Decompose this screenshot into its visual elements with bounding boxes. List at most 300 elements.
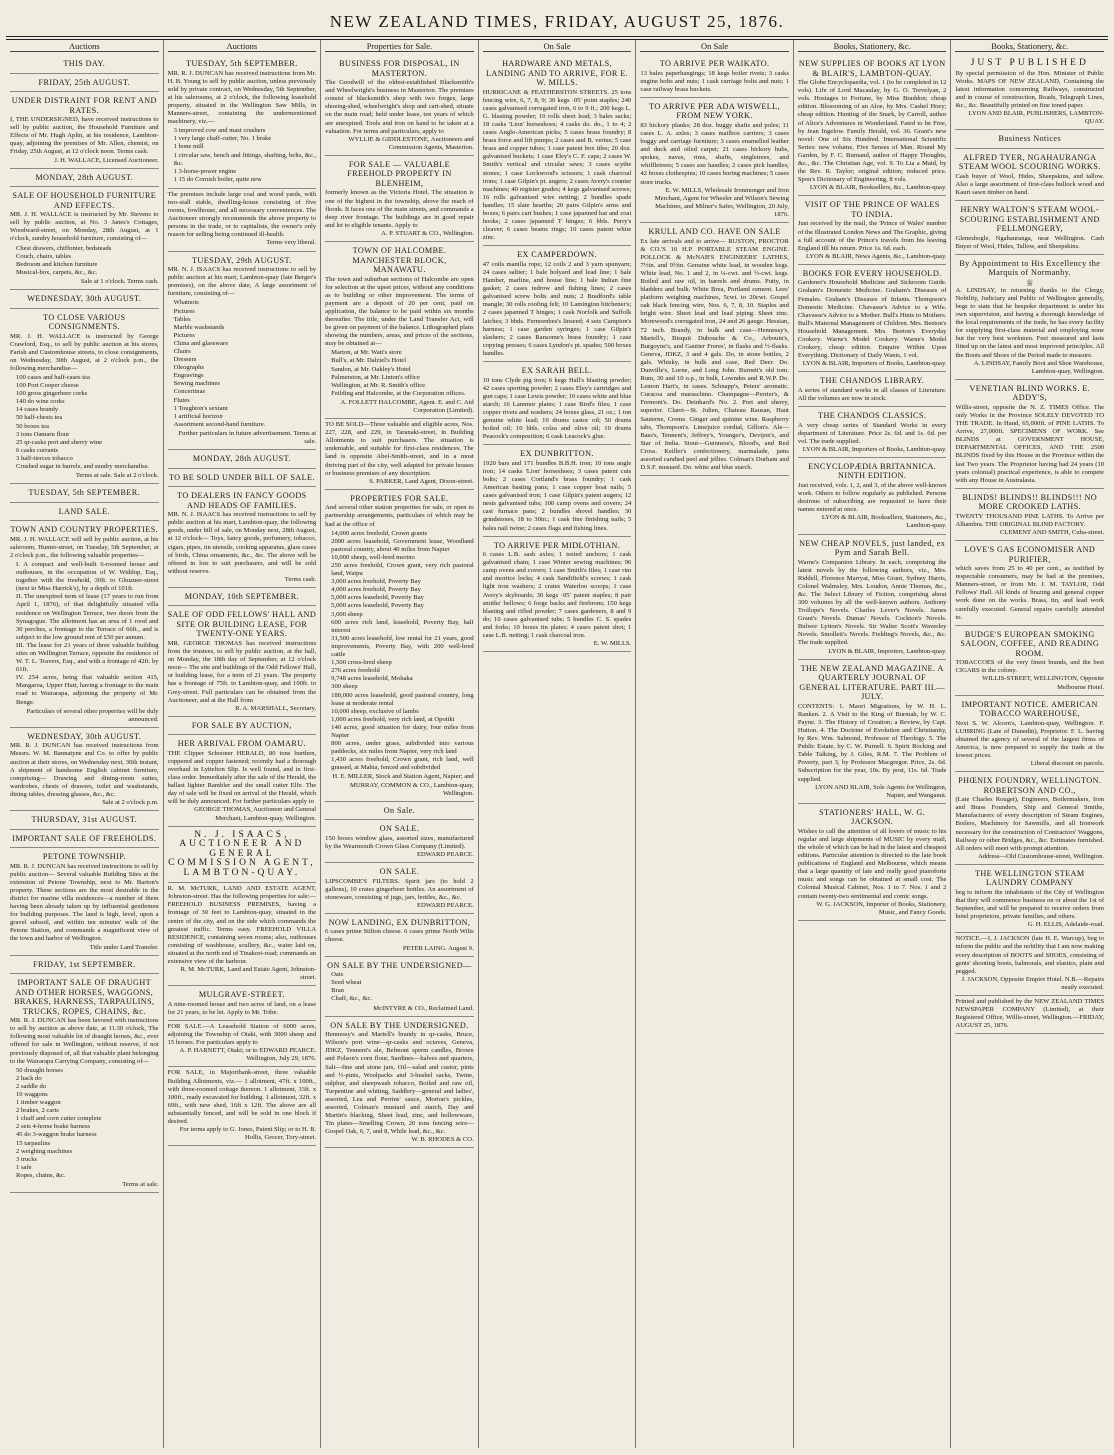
list-item: Bull's, at Mr. Dalziel's Hotel [331,357,407,365]
list-item: 800 acres, under grass, subdivided into various paddocks, six miles from Napier, very rich land [331,740,474,756]
list-item: IV. 254 acres, being that valuable section 415, Mangaroa, Upper Hutt, having a frontage to the main road to Wairarapa, adjoining the property of Mr. Benge. [16,674,159,706]
list-item: 180,000 acres leasehold, good pastoral country, long lease at moderate rental [331,691,474,707]
ad-signature: A. P. STUART & CO., Wellington. [381,229,474,237]
list-item: 3 tons Oamaru flour [16,430,70,438]
ad-heading: FRIDAY, 25th AUGUST. [38,77,131,87]
ad-signature: R. A. MARSHALL, Secretary. [235,704,317,712]
list-item: 10,000 sheep, well-bred merino [331,553,415,561]
ad-item-list [174,299,317,429]
ad-heading: FOR SALE — VALUABLE FREEHOLD PROPERTY IN BLENHEIM, [347,159,452,188]
advertisement [640,223,789,476]
ad-body: 150 boxes window glass, assorted sizes, manufactured by the Wearmouth Crown Glass Company (Limited). [325,834,474,850]
ad-heading: HER ARRIVAL FROM OAMARU. [177,739,307,749]
list-item: 1 bone mill [173,143,204,151]
column-header: On Sale [483,40,632,52]
ad-heading: TOWN OF HALCOMBE. MANCHESTER BLOCK, MANAWATU. [352,246,447,274]
ad-signature: LYON & BLAIR, News Agents, &c., Lambton-quay. [805,252,947,260]
ad-heading: Business Notices [998,134,1062,144]
ad-heading: EX DUNBRITTON. [520,449,594,459]
advertisement [168,827,317,884]
list-item: 5,000 acres leasehold, Poverty Bay [331,594,424,602]
advertisement [798,265,947,373]
list-item: Bedroom and kitchen furniture [16,260,98,268]
ad-heading: TUESDAY, 5th SEPTEMBER. [28,488,141,498]
ad-body: Hennessy's and Martell's brandy in qr-casks, Bruce, Wilson's port wine—qr-casks and octaves, Geneva, JDKZ, Tennent's ale, Belmont sperm candles, Brown and Polson's corn flour, Sardines—halves and quarters, Salt—fine and stone jars, Oil—salad and castor, pints and ½-pints, Woolpacks and 3-bushel sacks, Twine, sulphur, and sheepwash tobacco, Boiled and raw oil, Turpentine and whiting, Saddlery—general and ladies', assorted, Lea and Perrins' sauce, Morton's pickles, assorted, Colman's mustard and starch, Day and Martin's blacking, Sheet lead, zinc, and hollowware, Tin plates—Smelling Crown, 20 tons fencing wire—Gospel Oak, 6, 7, and 8, While lead, &c., &c. [325,1031,474,1136]
ad-heading: LAND SALE. [58,506,110,516]
ad-heading: EX SARAH BELL. [521,366,593,375]
advertisement [798,372,947,407]
advertisement [168,717,317,736]
list-item: Crushed sugar in barrels, and sundry merchandise. [16,463,150,470]
ad-body: 83 hickory planks; 28 doz. buggy shafts and poles; 11 cases L. A. axles; 3 cases mailbox carriers; 3 cases buggy and carriage furniture; 3 cases enamelled leather and duck and oiled carpet; 21 cases hickory hubs, spokes, naves, rims, shafts, singletrees, and whiffletrees; 5 cases axe handles; 2 cases pick handles; 42 boxes clothespins; 10 cases boring machines; 5 cases store trucks. [640,121,789,186]
list-item: 4,000 acres freehold, Poverty Bay [331,586,421,594]
advertisement [955,201,1104,255]
ad-body: The Goodwill of the oldest-established Blacksmith's and Wheelwright's business in Masterton. The premises consist of blacksmith's shop with two forges, large shoeing-shed, wheelwright's shop and cart-shed, situate on the main road; held under lease, ten years of which are unexpired. Tools and iron on hand to be taken at a valuation. For terms and particulars, apply to [325,79,474,135]
ad-signature: J. H. WALLACE, Licensed Auctioneer. [54,156,159,164]
list-item: 5,000 acres leasehold, Poverty Bay [331,602,424,610]
list-item: 50 draught horses [16,1066,63,1074]
ad-body: 6 cases L.B. sash axles; 1 tested anchors; 1 cask galvanised chain; 1 case Winter sewing machines; 96 camp ovens and covers; 1 case Smith's files; 1 case rim and mortice locks; 4 cask Sandifield's screws; 1 cask light iron washers; 2 crates Waterloo scoops; 1 case Avery's skyboards; 30 kegs ·05' patent staples; 8 pair smiths' bellows; 6 forge backs and firebrons; 150 kegs blasting and rifled powder; 7 cases gardeners, 8 and 9 do; 10 cases galvanised tubs; 5 bundles C. S. spades and forks; 10 boxes tin plates; 4 cases patent shot; 1 case L.B. netting; 1 cask charcoal iron. [482,551,632,640]
ad-body: By special permission of the Hon. Minister of Public Works. MAPS OF NEW ZEALAND, Containing the latest information concerning Railways, constructed and in course of construction, Roads, Telegraph Lines, &c., &c. Beautifully printed on fine toned paper. [955,69,1105,109]
list-item: 100 gross gingerbeer corks [16,390,88,398]
list-item: 1 artificial horizon [173,412,223,420]
ad-heading: IMPORTANT SALE OF DRAUGHT AND OTHER HORSES, WAGGONS, BRAKES, HARNESS, TARPAULINS, TRUCKS, ROPES, CHAINS, &c. [14,978,155,1016]
ad-signature: S. PARKER, Land Agent, Dixon-street. [369,477,474,485]
list-item: 1 circular saw, bench and fittings, shafting, belts, &c., &c. [173,151,317,167]
ad-body: FOR SALE, in Majoribank-street, three valuable Building Allotments, viz.— 1 allotment, 47ft. x 100ft., with three-roomed cottage thereon. 1 allotment, 33ft. x 100ft., ready excavated for building. 1 allotment, 32ft. x 69ft., with new shed, 16ft x 12ft. The above are all substantially fenced, and will be sold in one block if desired. [167,1069,317,1125]
ad-heading: ON SALE. [379,867,420,876]
ad-body: A series of standard works in all classes of Literature. All the volumes are now in stock. [797,386,947,402]
advertisement [10,811,159,830]
advertisement [168,883,317,986]
ad-item-list [16,245,159,277]
advertisement [955,55,1104,130]
list-item: 276 acres freehold [331,667,380,675]
ad-body: which saves from 25 to 40 per cent., as testified by respectable consumers, may be had at the premises, Manners-street, or from Mr. J. M. TAYLOR, Odd Fellows' Hall. All kinds of brazing and general copper work done on the works. Brass, tin, and lead work carefully executed. General repairs carefully attended to. [955,565,1105,621]
ad-body: MR. J. H. WALLACE will sell by public auction, at his saleroom, Hunter-street, on Tuesday, 5th September, at 2 o'clock p.m., the following valuable properties— [10,535,159,559]
ad-signature: PETER LAING. August 9. [402,944,474,952]
advertisement [325,242,474,419]
list-item: Flutes [173,396,190,404]
column-1 [6,40,164,1448]
ad-body: MR. J. H. WALLACE is instructed by Mr. Stevens to sell by public auction, at No. 3 Janes's Cottages, Woodward-street, on Monday, 28th August, at 1 o'clock, sundry household furniture, consisting of— [10,211,159,243]
advertisement [325,419,474,490]
advertisement [955,772,1104,865]
advertisement [168,189,317,252]
ad-signature: LYON & BLAIR, Importers, Lambton-quay. [828,647,947,655]
ad-heading: IMPORTANT NOTICE. AMERICAN TOBACCO WAREHOUSE, [961,699,1098,719]
ad-signature: Liberal discount on parcels. [1030,760,1105,768]
list-item: Dressers [173,356,197,364]
list-item: 3,000 sheep [331,610,363,618]
ad-body: Gardener's Household Medicine and Sickroom Guide. Graham's Domestic Medicine. Graham's Diseases of Females. Graham's Diseases of Infants. Thompson's Domestic Medicine. Chavasse's Advice to a Wife. Chavasse's Advice to a Mother. Bull's Hints to Mothers. Bull's Maternal Management of Children. Mrs. Beeton's Household Management. Mrs. Beeton's Everyday Cookery. Warne's Model Cookery. Warne's Model Cookery, cheap edition. Enquire Within Upon Everything. Dictionary of Daily Wants, 1 vol. [797,279,947,360]
ad-signature: WILLIS-STREET, WELLINGTON, Opposite Melbourne Hotel. [982,675,1105,691]
list-item: 9,748 acres leasehold, Mohaka [331,675,413,683]
advertisement [168,450,317,469]
advertisement [798,458,947,535]
list-item: 1 safe [16,1163,32,1171]
ad-signature: EDWARD PEARCE. [416,850,474,858]
list-item: 1 15 do Cornish boiler, quite new [173,175,262,183]
ad-item-list [16,1067,159,1180]
ad-heading: BOOKS FOR EVERY HOUSEHOLD. [802,268,942,278]
ad-body: LIPSCOMBE'S FILTERS. Spirit jars (to hold 2 gallons), 10 crates gingerbeer bottles. An assortment of stoneware, consisting of jugs, jars, bottles, &c., &c. [325,877,474,901]
list-item: 2 weighing machines [16,1147,73,1155]
ad-signature: LYON & BLAIR, Importers of Books, Lambton-quay. [802,445,947,453]
list-item: 2 brakes, 2 carts [16,1107,59,1115]
ad-body: MR. N. J. ISAACS has received instructions to sell by public auction at his mart, Lambton-quay, the following goods, under bill of sale, on Monday next, 28th August, at 12 o'clock— Toys, fancy goods, perfumery, tobacco, cigars, pipes, tin utensils, cooking apparatus, glass cases of birds, China ornaments, &c., &c. The above will be offered in lots to suit purchasers, and will be sold without reserve. [167,511,317,575]
ad-signature: EDWARD PEARCE. [416,901,474,909]
advertisement [955,541,1104,626]
list-item: Marton, at Mr. Watt's store [331,349,402,357]
list-item: 2 sets 4-horse brake harness [16,1123,90,1131]
ad-body: MR. R. J. DUNCAN has received instructions from Messrs. W. M. Bannatyne and Co. to offer by public auction at their stores, on Wednesday next, 30th instant, A shipment of handsome English cabinet furniture, comprising— Drawing and dining-room suites, wardrobes, chests of drawers, toilet and washstands, dining tables, dressing glasses, &c., &c. [10,742,159,798]
advertisement [10,484,159,503]
ad-signature: LYON AND BLAIR, Sole Agents for Wellington, Napier, and Wanganui. [815,783,947,799]
ad-body: Ex late arrivals and to arrive— RUSTON, PROCTOR & CO.'S 10 H.P. PORTABLE STEAM ENGINE. POLLOCK & McNAB'S ENGINEERS' LATHES, 7½in. and 9½in. Genuine white lead, in wooden kegs. White lead, No. 1 and 2, in ¼-cwt. and ½-cwt. kegs. Boiled and raw oil, in barrels and drums. Putty, in bladders and bulk. White Brea, Portland cement. Lees' platform weighing machines, 5cwt. to 20cwt. Gospel oak black fencing wire, Nos. 6, 7, 8, 10. Staples and bright wire. Sheet lead and lead piping. Sheet zinc. Morewood's corrugated iron, 24 and 26 gauge. Hessian, 72 inch. Brandy, in bulk and case—Hennessy's, Martell's, Bisquit Dubouche & Co., Arbouin's, Burgoyne's, and Gautier Freres', in flasks and ½-flasks. Geneva, JDKZ, 3 and 4 gals. Do, in stone bottles, 2 gals. Whisky, in bulk and case, Red Deer. Do. Dunville's, Lorne, and Long John. Burnett's old tom. Rum, 30 and 10 o.p., in bulk, Lowndes and R.W.P. Do. Lemon Hart's, in cases. Schnapp's, Peters' aromatic. Curacoa and maraschino. Champagne—Perrier's, & Fremont's. Do. Deinhard's No. 2. Port and sherry, superior. Claret—St. Julien, Chateau Rausan, Haut Sauterne, Creme. Ginger and quinine wine. Raspberry tabs, Thompson's. Limejuice cordial, Gillon's. Ale—Bass's, Tennent's, Jeffrey's, Younger's, Devijon's, and Star of India. Stout—Guinness's, Blood's, and Red Cross. Keiller's confectionery, marmalade, jams assorted candied peel and jellies. Colman's Durham and D.S.F. mustard. Do. white and blue starch. [640,237,789,472]
list-item: Sewing machines [173,380,220,388]
column-header: Books, Stationery, &c. [798,40,947,52]
ad-signature: CLEMENT AND SMITH, Cuba-street. [999,528,1105,536]
ad-body: HURRICANE & FEATHERSTON STREETS. 25 tons fencing wire, 6, 7, 8, 9; 30 kegs ·05' point staples; 240 cases galvanised corrugated iron, 6 to 9 ft.; 200 kegs L. G. blasting powder; 10 rolls sheet lead; 3 bales sacks; 18 casks 'Lion' horseshoes; 4 casks do. do., 1 to 4; 2 cases Anglo-American picks; 5 cases brass foundry; 8 brass force and lift pumps; 2 cases and B. vertus; 5 case brass and copper tubes; 1 case patent box tiles; 20 doz. galvanised buckets; 1 case Eley's C. F. caps; 2 cases W. Smith's vertical and circular saws; 3 cases scythe stones; 1 case Lockwood's scissors; 1 cask charcoal irons; 1 case Gilpin's pt. augers; 2 cases Avery's counter machines; 40 register grades; 4 kegs galvanised screws; 16 rolls galvanised wire netting; 2 bundles spade handles; 15 slate hearths; 20 pairs Gilpin's arms and boxes; 6 pairs cart bushes; 1 case japanned hat and coat hooks; 2 cases japanned T hinges; 6 bbls. Perry's cleaver; 6 cases beams rings; 10 cases patent white zinc. [482,88,632,242]
ad-item-list [331,349,474,398]
ad-heading: PROPERTIES FOR SALE. [350,493,449,503]
list-item: 45 do 3-waggon brake harness [16,1131,97,1139]
ad-signature: Address—Old Customhouse-street, Wellington. [977,852,1105,860]
advertisement [10,290,159,309]
ad-body: CONTENTS: 1. Maori Migrations, by W. H. L. Ranken. 2. A Visit to the King of Burmah, by W. C. Payne. 3. The History of Creation; a Review, by Capt. Hutton. 4. The Doctrine of Evolution and Christianity, by Rev. Wm. Salmond, Professor of Theology. 5. The Public Estate, by C. W. Purnell. 6. Spirit Rocking and Table Talking, by J. Giles, R.M. 7. The Problem of Poverty, part 3, by Professor Macgregor. Price, 2s. 6d. Subscription for the year, 10s. By post, 11s. 6d. Trade supplied. [797,702,947,783]
ad-signature: LYON & BLAIR, Booksellers, &c., Lambton-quay. [809,184,947,192]
ad-signature: R. M. McTURK, Land and Estate Agent, Johnston-street. [180,966,317,982]
list-item: 1,500 cross-bred sheep [331,659,392,667]
ad-signature: E. W. MILLS. [593,640,632,648]
list-item: 1 very large chaff-cutter, No. 1 brake [173,135,272,143]
ad-heading: FOR SALE BY AUCTION, [191,720,292,730]
ad-heading: VISIT OF THE PRINCE OF WALES TO INDIA. [804,200,940,219]
ad-heading: THE CHANDOS CLASSICS. [818,411,927,421]
list-item: Engravings [173,372,204,380]
ad-heading: MULGRAVE-STREET. [198,990,285,1000]
advertisement [168,606,317,716]
advertisement [10,187,159,290]
ad-heading: UNDER DISTRAINT FOR RENT AND RATES. [11,96,157,115]
list-item: Chest drawers, chiffonier, bedsteads [16,244,112,252]
ad-body: MR. N. J. ISAACS has received instructions to sell by public auction at his mart, Lambton-quay (late Berger's premises), on the above date, A large assortment of furniture, consisting of— [167,266,317,298]
ad-signature: WYLLIE & GIDDLESTONE, Auctioneers and Commission Agents, Masterton. [348,135,474,151]
column-header: Auctions [168,40,317,52]
ad-body: formerly known as the Victoria Hotel. The situation is one of the highest in the township, above the reach of floods. It faces one of the main streets, and commands a deep river frontage. The buildings are in good repair and let to eligible tenants. Apply to [325,189,474,229]
column-header: Books, Stationery, &c. [955,40,1104,52]
ad-signature: Further particulars in future advertisement. Terms at sale. [178,429,317,446]
ad-signature: W. B. RHODES & CO. [411,1136,474,1144]
column-header: Auctions [10,40,159,52]
ad-signature: GEORGE THOMAS, Auctioneer and General Merchant, Lambton-quay, Wellington. [194,806,317,822]
ad-signature: Particulars of several other properties will be duly announced. [26,707,159,723]
column-5 [636,40,794,1448]
list-item: 14,000 acres freehold, Crown grants [331,529,428,537]
list-item: 50 half-chests tea [16,414,63,422]
ad-signature: Terms very liberal. [266,239,317,247]
advertisement [10,830,159,849]
ad-heading: VENETIAN BLIND WORKS. E. ADDY'S, [969,383,1091,403]
ad-body: NOTICE.—I, J. JACKSON (late H. E. Warcup), beg to inform the public and the nobility that I am now making every description of BOOTS and SHOES, consisting of gents' shooting boots, balmorals, and elastics, plain and pegged. [955,935,1105,975]
ad-body: MR. GEORGE THOMAS has received instructions from the trustees, to sell by public auction, at the hall, on Monday, the 18th day of September, at 12 o'clock noon— The site and buildings of the Odd Fellows' Hall, or building lease, for a term of 21 years. The property has a frontage of 75ft. to Lambton-quay, and 100ft. to Grey-street. Full particulars can be obtained from the Auctioneer, and at the Hall from [167,639,317,704]
ad-heading: BLINDS! BLINDS!! BLINDS!!! NO MORE CROOKED LATHS. [962,492,1098,512]
list-item: 15 tarpaulins [16,1139,51,1147]
ad-heading: FRIDAY, 1st SEPTEMBER. [33,959,136,969]
advertisement [483,246,632,362]
advertisement [955,149,1104,201]
list-item: 3 half-tierces tobacco [16,454,73,462]
ad-body: And several other station properties for sale, or open to partnership arrangements, particulars of which may be had at the office of [325,504,474,528]
list-item: Concertinas [173,388,206,396]
ad-item-list [16,561,159,707]
list-item: II. The unexpired term of lease (17 years to run from April 1, 1876), of that delightfully situated villa residence on Wellington Terrace, two doors from the Synagogue. The allotment has an area of 1 rood and 30 perches, a frontage to the Terrace of 66ft., and is subject to the low ground rent of £50 per annum. [16,593,159,641]
advertisement [10,503,159,522]
ad-heading: PHŒNIX FOUNDRY, WELLINGTON. ROBERTSON AND CO., [958,776,1102,795]
ad-body: The premises include large coal and wood yards, with two-stall stable, dwelling-house consisting of five rooms, fowlhouse, and all necessary conveniences. The Auctioneer strongly recommends the above property to persons in the trade, or to capitalists, the owner's only reason for selling being continued ill-health. [167,190,317,239]
ad-heading: MONDAY, 28th AUGUST. [192,454,291,464]
column-3 [321,40,479,1448]
advertisement [10,521,159,728]
ad-heading: PETONE TOWNSHIP. [42,852,126,862]
ad-body: Wishes to call the attention of all lovers of music to his regular and large shipments of MUSIC by every mail, the whole of which can be had in the latest and cheapest editions. Particular attention is directed to the late book publications of England and Melbourne, which means that a large quantity of late and really good pianoforte music and songs can be obtained at small cost. The Colonial Musical Cabinet, Nos. 1 to 7. Nos. 1 and 2 contain twenty-two sentimental and comic songs. [797,827,947,900]
advertisement [798,407,947,458]
ad-heading: JUST PUBLISHED [970,58,1089,69]
advertisement [325,820,474,863]
column-header: Properties for Sale. [325,40,474,52]
royal-crest-icon: ♕ [1025,277,1034,288]
ad-heading: TOWN AND COUNTRY PROPERTIES. [10,525,159,535]
list-item: 600 acres rich land, leasehold, Poverty Bay, half interest [331,618,474,634]
ad-heading: BUDGE'S EUROPEAN SMOKING SALOON, COFFEE, AND READING ROOM. [960,629,1100,658]
list-item: Ropes, chains, &c. [16,1171,66,1179]
advertisement [955,130,1104,149]
ad-body: 6 cases prime Stilton cheese. 6 cases prime North Wilts cheese. [325,928,474,944]
list-item: Tables [173,315,191,323]
ad-heading: IMPORTANT SALE OF FREEHOLDS. [12,833,157,843]
advertisement [798,55,947,196]
list-item: Chaff, &c., &c. [331,995,373,1003]
ad-body: FOR SALE.—A Leasehold Station of 6000 acres, adjoining the Township of Otaki, with 3000 sheep and 15 horses. For particulars apply to [167,1022,317,1047]
ad-signature: Terms at sale. Sale at 2 o'clock. [75,472,159,480]
list-item: Oleographs [173,364,204,372]
column-header: On Sale [640,40,789,52]
advertisement [325,802,474,821]
column-4 [479,40,637,1448]
ad-body: Cash buyer of Wool, Hides, Sheepskins, and tallow. Also a large assortment of first-class bullock wood and Kauri sawn timber on hand. [955,172,1105,196]
ad-item-list [331,971,474,1003]
ad-body: I, THE UNDERSIGNED, have received instructions to sell by public auction, the Household Furniture and Effects of Mr. Hugh Aplin, at his residence, Lambton-quay, adjoining the premises of Mr. Allen, chemist, on Friday, 25th August, at 12 o'clock noon. Terms cash. [10,116,159,156]
list-item: 3 trucks [16,1155,38,1163]
list-item: 2000 acres leasehold, Government lease, Woodland pastoral country, about 40 miles from Napier [331,537,474,553]
advertisement [325,1017,474,1149]
ad-body: A. LINDSAY, in returning thanks to the Clergy, Nobility, Judiciary and Public of Wellington generally, begs to state that he bespoke department is under his own supervision, and having a thorough knowledge of the local requirements of the trade, he has every facility for supplying first-class material and employing none but the very best workmen. Feet measured and lasts fitted up on the latest and most improved principles. All the Boots and Shoes of the Period made to measure. [955,286,1105,359]
ad-heading: THURSDAY, 31st AUGUST. [31,815,138,825]
ad-heading: On Sale. [383,805,416,815]
ad-signature: Terms at sale. [122,1181,159,1188]
list-item: China and glassware [173,339,229,347]
ad-body: (Late Charles Rouget), Engineers, Boilermakers, Iron and Brass Founders, Ship and General Smiths, Manufacturers of every description of Steam Engines, Boilers, Machinery for Sawmills, and all Ironwork necessary for the construction of Contractors' Waggons, Railway or other Bridges, &c., &c. Estimates furnished. All orders will meet with prompt attention. [955,796,1105,852]
ad-body: TO BE SOLD—Three valuable and eligible acres, Nos. 227, 228, and 229, in Taranaki-street, in Building Allotments to suit purchasers. The situation is undeniable, and suitable for first-class residences. The land is opposite Abel-Smith-street, and in a most thriving part of the city, well adapted for private houses or business premises of any description. [325,421,474,477]
ad-signature: G. H. ELLIS, Adelaide-road. [1027,921,1105,929]
ad-heading: NOW LANDING, EX DUNBRITTON, [328,917,471,927]
list-item: 1 chaff and corn cutter complete [16,1115,102,1123]
advertisement [640,55,789,98]
ad-body: 47 coils manilla rope; 12 coils 2 and 3 yarn spunyarn; 24 cases saltier; 1 bale holyard and lead line; 1 bale Hamber, marline, and house line; 1 bale Indian fine gasket; 2 cases tedrow and fishing lines; 2 cases galvanised screw bolts and nuts; 2 Bradford's table mangle; 30 rolls roofing felt; 10 Lamington bitchener's; 2 cases japanned T hinges; 1 cask Norfolk and Suffolk latches; 3 bbds. Fernoenbes's linseed; 4 sets Campion's harness; 1 case garden syringes; 1 case Gilpin's slashers; 2 cases Ransome's brass foundry; 1 case copying presses; 6 cases Lyndon's pt. spades; 500 boxes handles. [482,260,632,357]
ad-heading: TO ARRIVE PER ADA WISWELL, FROM NEW YORK. [649,101,781,121]
advertisement [483,445,632,536]
advertisement [955,489,1104,541]
ad-signature: Sale at 2 o'clock p.m. [102,799,159,806]
advertisement [168,487,317,588]
ad-heading: THE CHANDOS LIBRARY. [820,376,925,386]
ad-body: 1920 bars and 171 bundles B.B.H. iron; 10 tons angle iron; 14 casks 'Lion' horseshoes; 3 cases patent cuts bolts; 2 cases Cortland's brass foundry; 1 cask American basting pans; 1 case copper boat nails; 5 cases galvanised iron; 1 case Gilpin's patent augers; 12 nests galvanised tubs; 100 camp ovens and covers; 24 cast furnace pans; 2 bundles shovel handles; 30 grindstones, 18 to 30in.; 1 cask fine finishing nails; 5 bales nail twine; 2 cases flags and fishing lines. [482,459,632,532]
ad-signature: Title under Land Transfer. [89,943,159,951]
advertisement [955,696,1104,773]
column-7 [951,40,1108,1448]
list-item: 100 Port Cooper cheese [16,382,79,390]
list-item: 1 Toughton's sextant [173,404,228,412]
ad-body: Just received by the mail, the 'Prince of Wales' number of the Illustrated London News and The Graphic, giving a full account of the Prince's travels from his leaving England till his return. Price 1s. 6d. each. [797,220,947,252]
ad-body: Warne's Companion Library. In each, comprising the latest novels by the following authors, viz., Mrs. Riddell, Florence Marryat, Miss Grant, Sydney Harris, Colonel Walmsley, Mrs. Loudon, Annie Thomas, &c., &c. The Select Library of Fiction, comprising about 300 volumes by all the well-known authors. Anthony Trollope's Novels. Charles Lever's Novels. James Grant's Novels. Dumas' Novels. Cockton's Novels. Bulwer Lytton's Novels. Sir Walter Scott's Waverley Novels. Smollett's Novels. Fielding's Novels, &c., &c. The trade supplied. [797,558,947,647]
list-item: Palmerston, at Mr. Linton's office [331,373,420,381]
advertisement [168,55,317,189]
ad-signature: McINTYRE & CO., Reclaimed Land. [373,1004,474,1012]
ad-heading: WEDNESDAY, 30th AUGUST. [27,731,142,741]
ad-body: R. M. McTURK, LAND AND ESTATE AGENT, Johnston-street. Has the following properties for sale:— FREEHOLD BUSINESS PREMISES, having a frontage of 30 feet to Lambton-quay, situated in the centre of the city, and on the side which commands the greatest traffic. Terms easy. FREEHOLD VILLA RESIDENCE, containing seven rooms; also, outhouses consisting of washhouse, scullery, &c., water laid on, situated at the north end of Tinakori-road; commands an extensive view of the harbour. [167,885,317,965]
ad-heading: THE WELLINGTON STEAM LAUNDRY COMPANY [974,868,1085,888]
advertisement [798,804,947,921]
ad-body: A very cheap series of Standard Works in every department of Literature. Price 2s. 6d. and 1s. 6d. per vol. The trade supplied. [797,421,947,445]
advertisement [483,537,632,653]
advertisement [10,169,159,188]
advertisement [798,660,947,804]
advertisement [168,252,317,451]
list-item: 31,500 acres leasehold, low rental for 21 years, good improvements, Poverty Bay, with 200 well-bred cattle [331,634,474,659]
list-item: 10,000 sheep, exclusive of lambs [331,707,419,715]
ad-body: TOBACCOES of the very finest brands, and the best CIGARS in the colony. [955,659,1105,675]
advertisement [10,728,159,811]
ad-signature: LYON AND BLAIR, PUBLISHERS, LAMBTON-QUAY. [968,110,1105,126]
list-item: 14 cases brandy [16,406,59,414]
list-item: 1,000 acres freehold, very rich land, at Opotiki [331,715,455,723]
ad-body: 10 tons Clyde pig iron; 6 kegs Hall's blasting powder; 42 cases sporting powder; 2 cases Eley's cartridges and gun caps; 1 case Lewis powder; 10 cases white and blue starch; 16 Lammor plates; 1 case Bird's files; 1 case copper rivets and washers; 24 boxes glass, 21 oz.; 1 ton genuine white lead; 10 drums castor oil; 50 drums boiled oil; 10 bbls. colza and olive oil; 10 drums Peacock's composition; 6 cask Leacock's glue. [482,376,632,441]
list-item: Feilding and Halcombe, at the Corporation offices. [331,389,466,397]
ad-body: MR. R. J. DUNCAN has been favored with instructions to sell by auction as above date, at 11.30 o'clock, The following most valuable lot of draught horses, &c., ever offered for sale in Wellington, without reserve, if not previously disposed of, all that valuable plant belonging to the Wairarapa Carrying Company, consisting of— [10,1017,159,1065]
advertisement [640,98,789,223]
ad-signature: Sale at 1 o'clock. Terms cash. [80,277,159,285]
advertisement [955,865,1104,933]
advertisement [325,957,474,1017]
ad-body: Just received, vols. 1, 2, and 3, of the above well-known work. Others to follow regularly as published. Persons desirous of subscribing are requested to have their names entered at once. [797,481,947,514]
advertisement [798,535,947,660]
ad-heading: TO DEALERS IN FANCY GOODS AND HEADS OF FAMILIES. [177,491,307,510]
ad-body: 13 bales paperhangings; 18 kegs boiler rivets; 3 casks engine bolts and nuts; 1 cask carriage bolts and nuts; 1 case railway brass buckets. [640,69,789,93]
ad-signature: A. LINDSAY, Family Boot and Shoe Warehouse, Lambton-quay, Wellington. [973,359,1105,375]
ad-signature: J. JACKSON, Opposite Empire Hotel. N.B.—Repairs neatly executed. [961,975,1105,991]
ad-body: THE Clipper Schooner HERALD, 80 tons burthen, coppered and copper fastened; recently had a thorough overhaul in Lyttelton Slip. Is well found, and in first-class order. Immediately after the sale of the Herald, the ballast lighter Rambler and the small cutter Elfe. The day of sale will be fixed on arrival of the Herald, which will be duly announced. For further particulars apply to [167,749,317,806]
advertisement [10,974,159,1193]
advertisement [10,92,159,169]
advertisement [10,956,159,975]
ad-body: MR. J. H. WALLACE is instructed by George Crawford, Esq., to sell by public auction at his stores, Farish and Customhouse streets, to close consignments, on Wednesday, 30th August, at 2 o'clock p.m., the following merchandise— [10,332,159,372]
list-item: 25 qr-casks port and sherry wine [16,438,103,446]
ad-heading: N. J. ISAACS, AUCTIONEER AND GENERAL COMMISSION AGENT, LAMBTON-QUAY. [168,829,316,878]
column-6 [794,40,952,1448]
list-item: III. The lease for 21 years of three valuable building sites on Wellington Terrace, opposite the residence of W. T. L. Travers, Esq., and with a frontage of 42ft. by 61ft. [16,641,159,674]
advertisement [168,1021,317,1067]
ad-body: Next S. W. Alcorn's, Lambton-quay, Wellington. F. LUHRING (Late of Dunedin), Proprietor. F. L. having obtained the agency of several of the largest firms of America, is now prepared to supply the trade at the lowest prices. [955,719,1105,759]
ad-heading: NEW CHEAP NOVELS, just landed, ex Pym and Sarah Bell. [799,538,946,558]
ad-heading: ON SALE BY THE UNDERSIGNED— [327,960,472,970]
ad-heading: SALE OF HOUSEHOLD FURNITURE AND EFFECTS. [12,191,157,210]
advertisement [325,490,474,802]
list-item: Sandon, at Mr. Oakley's Hotel [331,365,411,373]
list-item: 140 acres, good situation for dairy, four miles from Napier [331,723,474,739]
ad-item-list [174,127,317,184]
column-2 [164,40,322,1448]
advertisement [955,933,1104,996]
list-item: Pictures [173,307,195,315]
ad-body: The town and suburban sections of Halcombe are open for selection at the upset prices, without any conditions as to building or other improvement. The terms of payment are a deposit of 20 per cent, paid on application, the balance to be paid within six months thereafter. The title, under the Land Transfer Act, will be given on payment of the balance. Lithographed plans showing the numbers, areas, and prices of the sections, may be obtained at— [325,275,474,348]
ad-heading: TO ARRIVE PER MIDLOTHIAN. [493,540,621,550]
ad-heading: THIS DAY. [63,59,106,69]
list-item: Musical-box, carpets, &c., &c. [16,268,98,276]
ad-heading: SALE OF ODD FELLOWS' HALL AND SITE OR BUILDING LEASE, FOR TWENTY-ONE YEARS. [167,610,317,639]
list-item: 1 timber waggon [16,1099,61,1107]
list-item: 250 acres freehold, Crown grant, very rich pastoral land, Waipu [331,562,474,578]
ad-body: A nine-roomed house and two acres of land, on a lease for 21 years, to be let. Apply to Mr. Tribe. [167,1000,317,1016]
list-item: Wellington, at Mr. R. Smith's office [331,381,426,389]
ad-heading: KRULL AND CO. HAVE ON SALE [648,227,781,236]
ad-heading: TUESDAY, 5th SEPTEMBER. [186,59,298,69]
advertisement [10,309,159,485]
advertisement [955,996,1104,1034]
ad-heading: WEDNESDAY, 30th AUGUST. [27,294,142,303]
ad-heading: THE NEW ZEALAND MAGAZINE. A QUARTERLY JOURNAL OF GENERAL LITERATURE. PART III.—JULY. [799,663,945,702]
advertisement [325,156,474,242]
advertisement [325,863,474,914]
ad-heading: LOVE'S GAS ECONOMISER AND PURIFIER, [964,545,1096,564]
advertisement [168,735,317,826]
ad-signature: E. W. MILLS, Wholesale Ironmonger and Iron Merchant, Agent for Wheeler and Wilson's Sewing Machines, and Milner's Safes, Wellington, 20 July, 1876. [654,186,789,218]
advertisement [10,74,159,93]
ad-heading: ALFRED TYER, NGAHAURANGA STEAM WOOL SCOURING WORKS. [958,152,1101,172]
ad-body: MR. R. J. DUNCAN has received instructions to sell by public auction— Several valuable Building Sites at the extension of Petone Township, next to Mr. Barton's property. These sections are the most desirable in the district for marine villa residences—a number of them having been already taken up by influential gentlemen for building purposes. The land is high, level, upon a gravel subsoil, and within ten minutes' walk of the Petone Station, and commands a magnificent view of the town and harbor of Wellington. [10,862,159,943]
list-item: 300 sheep [331,683,358,691]
ad-heading: ENCYCLOPÆDIA BRITANNICA. NINTH EDITION. [808,461,937,481]
ad-heading: TO ARRIVE PER WAIKATO. [659,59,770,69]
ad-signature: LYON & BLAIR, Importers of Books, Lambton-quay. [802,360,947,368]
list-item: 1,430 acres freehold, Crown grant, rich land, well grassed, at Mahia, fenced and subdivided [331,756,474,772]
list-item: 50 boxes tea [16,422,49,430]
list-item: 140 do wine corks [16,398,65,406]
ad-body: Printed and published by the NEW ZEALAND TIMES NEWSPAPER COMPANY (Limited), at their Registered Office, Willis-street, Wellington.—FRIDAY, AUGUST 25, 1876. [955,998,1105,1030]
ad-body: beg to inform the inhabitants of the City of Wellington that they will commence business on or about the 1st of September, and will be prepared to receive orders from hotel proprietors, private families, and others. [955,888,1105,921]
list-item: 6 casks currants [16,446,59,454]
list-item: Assortment second-hand furniture. [173,420,266,428]
list-item: Bran [331,987,344,995]
advertisement [955,626,1104,696]
royal-appointment-heading: By Appointment to His Excellency the Marquis of Normanby. [959,258,1101,278]
list-item: Marble washstands [173,323,225,331]
ad-signature: A. FOLLETT HALCOMBE, Agent. E. and C. Aid Corporation (Limited). [340,398,474,414]
list-item: 2 hack do [16,1074,42,1082]
list-item: Seed wheat [331,979,362,987]
list-item: I. A compact and well-built 6-roomed house and outhouses, in the occupation of W. Widdop, Esq., together with the freehold, 30ft. to Ghuznee-street (next to Miss Harrick's), by a depth of 101ft. [16,560,159,593]
ad-heading: ON SALE. [379,824,420,834]
